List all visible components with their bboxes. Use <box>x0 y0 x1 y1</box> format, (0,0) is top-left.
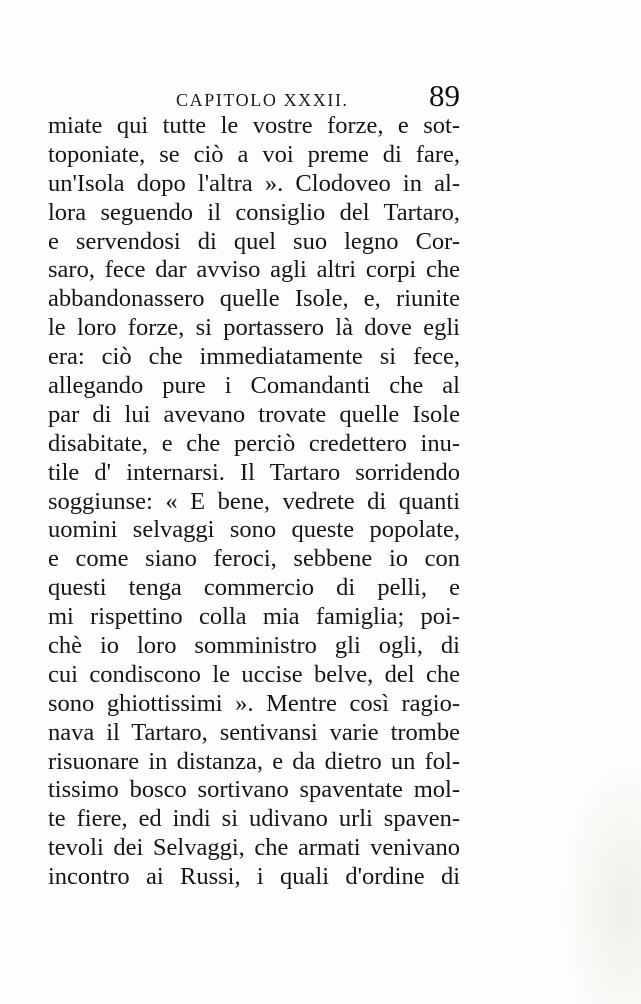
text-line: par di lui avevano trovate quelle Isole <box>48 400 460 428</box>
text-line: miate qui tutte le vostre forze, e sot- <box>48 112 460 139</box>
text-line: mi rispettino colla mia famiglia; poi- <box>48 603 460 631</box>
text-line: saro, fece dar avviso agli altri corpi che <box>48 256 460 284</box>
text-line: tile d' internarsi. Il Tartaro sorridendo <box>48 458 460 486</box>
text-line: allegando pure i Comandanti che al <box>48 372 460 400</box>
text-line: tevoli dei Selvaggi, che armati venivano <box>48 834 460 862</box>
running-head: CAPITOLO XXXII. <box>176 90 349 110</box>
text-line: e servendosi di quel suo legno Cor- <box>48 227 460 255</box>
text-line: abbandonassero quelle Isole, e, riunite <box>48 285 460 313</box>
page-number: 89 <box>429 78 460 113</box>
text-line: chè io loro somministro gli ogli, di <box>48 632 460 660</box>
text-line: toponiate, se ciò a voi preme di fare, <box>48 140 460 168</box>
body-text <box>48 112 460 892</box>
text-line: disabitate, e che perciò credettero inu- <box>48 429 460 457</box>
text-line: risuonare in distanza, e da dietro un fol- <box>48 747 460 775</box>
text-line: nava il Tartaro, sentivansi varie trombe <box>48 718 460 746</box>
text-line: cui condiscono le uccise belve, del che <box>48 660 460 688</box>
text-line: lora seguendo il consiglio del Tartaro, <box>48 198 460 226</box>
text-line: sono ghiottissimi ». Mentre così ragio- <box>48 689 460 717</box>
text-line: uomini selvaggi sono queste popolate, <box>48 516 460 544</box>
text-line: un'Isola dopo l'altra ». Clodoveo in al- <box>48 169 460 197</box>
text-line: te fiere, ed indi si udivano urli spaven- <box>48 805 460 833</box>
text-line: e come siano feroci, sebbene io con <box>48 545 460 573</box>
text-line: incontro ai Russi, i quali d'ordine di <box>48 863 460 891</box>
text-line: questi tenga commercio di pelli, e <box>48 574 460 602</box>
text-line: era: ciò che immediatamente si fece, <box>48 343 460 371</box>
text-line: soggiunse: « E bene, vedrete di quanti <box>48 487 460 515</box>
paper-stain <box>561 760 641 1004</box>
text-line: tissimo bosco sortivano spaventate mol- <box>48 776 460 804</box>
text-line: le loro forze, si portassero là dove egli <box>48 314 460 342</box>
